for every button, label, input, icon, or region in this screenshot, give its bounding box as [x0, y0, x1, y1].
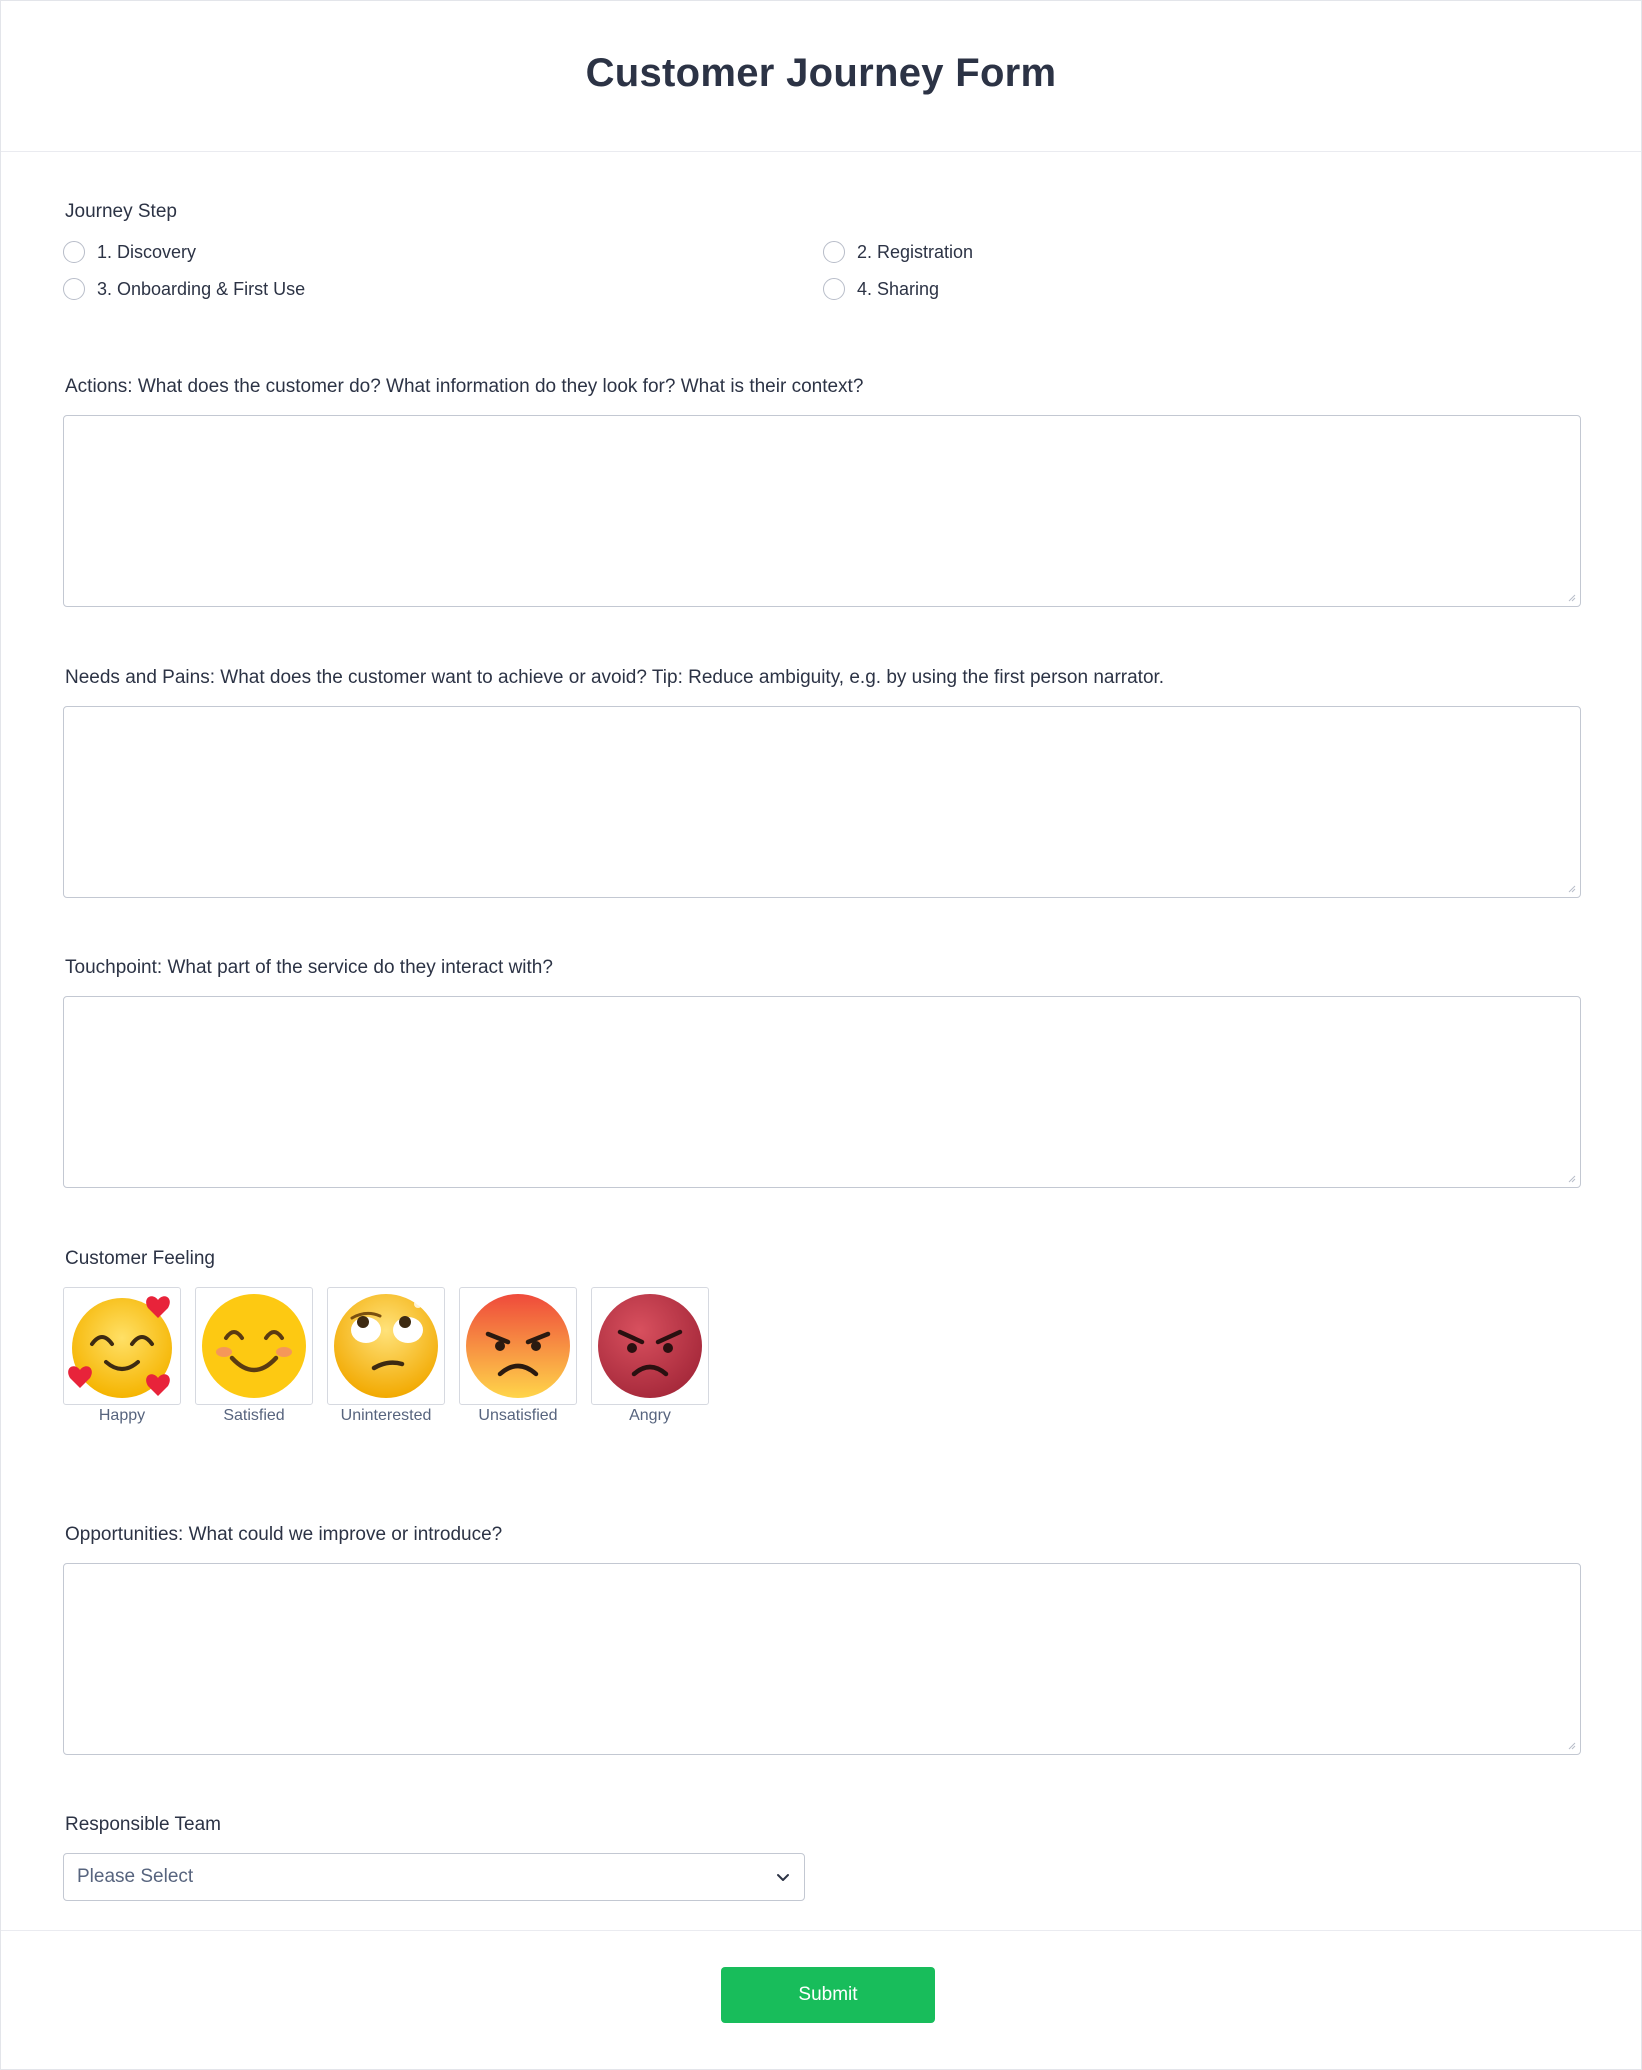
team-select[interactable] — [63, 1853, 805, 1901]
radio-circle-icon[interactable] — [823, 278, 845, 300]
feeling-option-unsatisfied[interactable] — [459, 1287, 577, 1405]
form-title: Customer Journey Form — [585, 51, 1057, 95]
chevron-down-icon — [774, 1868, 792, 1886]
touchpoint-label: Touchpoint: What part of the service do they interact with? — [65, 957, 553, 978]
needs-textarea[interactable] — [63, 706, 1581, 898]
resize-grip-icon[interactable] — [1566, 1740, 1576, 1750]
form-footer — [1, 1930, 1641, 2070]
radio-circle-icon[interactable] — [63, 278, 85, 300]
feeling-option-satisfied[interactable] — [195, 1287, 313, 1405]
needs-label: Needs and Pains: What does the customer want to achieve or avoid? Tip: Reduce ambiguity, e.g. by using the first person narrator. — [65, 667, 1165, 688]
resize-grip-icon[interactable] — [1566, 592, 1576, 602]
feeling-option-happy[interactable] — [63, 1287, 181, 1405]
radio-discovery[interactable] — [63, 241, 196, 263]
touchpoint-textarea[interactable] — [63, 996, 1581, 1188]
submit-button[interactable]: Submit — [721, 1967, 935, 2023]
feeling-option-angry[interactable] — [591, 1287, 709, 1405]
radio-circle-icon[interactable] — [823, 241, 845, 263]
team-select-value: Please Select — [77, 1866, 194, 1887]
pouting-face-icon — [594, 1290, 706, 1402]
opportunities-label: Opportunities: What could we improve or introduce? — [65, 1524, 503, 1545]
radio-onboarding[interactable] — [63, 278, 305, 300]
radio-circle-icon[interactable] — [63, 241, 85, 263]
smiling-face-icon — [198, 1290, 310, 1402]
smiling-face-with-hearts-icon — [66, 1290, 178, 1402]
resize-grip-icon[interactable] — [1566, 1173, 1576, 1183]
opportunities-textarea[interactable] — [63, 1563, 1581, 1755]
actions-label: Actions: What does the customer do? What information do they look for? What is their context? — [65, 376, 864, 397]
feeling-label-satisfied: Satisfied — [223, 1407, 285, 1424]
feeling-label: Customer Feeling — [65, 1248, 215, 1269]
eye-roll-face-icon — [330, 1290, 442, 1402]
feeling-label-unsatisfied: Unsatisfied — [478, 1407, 558, 1424]
resize-grip-icon[interactable] — [1566, 883, 1576, 893]
actions-textarea[interactable] — [63, 415, 1581, 607]
radio-label: 3. Onboarding & First Use — [97, 278, 306, 299]
radio-label: 2. Registration — [857, 241, 974, 262]
radio-label: 1. Discovery — [97, 241, 197, 262]
radio-label: 4. Sharing — [857, 278, 940, 299]
feeling-option-uninterested[interactable] — [327, 1287, 445, 1405]
feeling-label-angry: Angry — [629, 1407, 671, 1424]
team-label: Responsible Team — [65, 1814, 221, 1835]
angry-face-icon — [462, 1290, 574, 1402]
journey-step-label: Journey Step — [65, 201, 177, 222]
radio-registration[interactable] — [823, 241, 973, 263]
feeling-label-uninterested: Uninterested — [340, 1407, 432, 1424]
form-header — [1, 1, 1641, 152]
feeling-label-happy: Happy — [98, 1407, 146, 1424]
radio-sharing[interactable] — [823, 278, 939, 300]
